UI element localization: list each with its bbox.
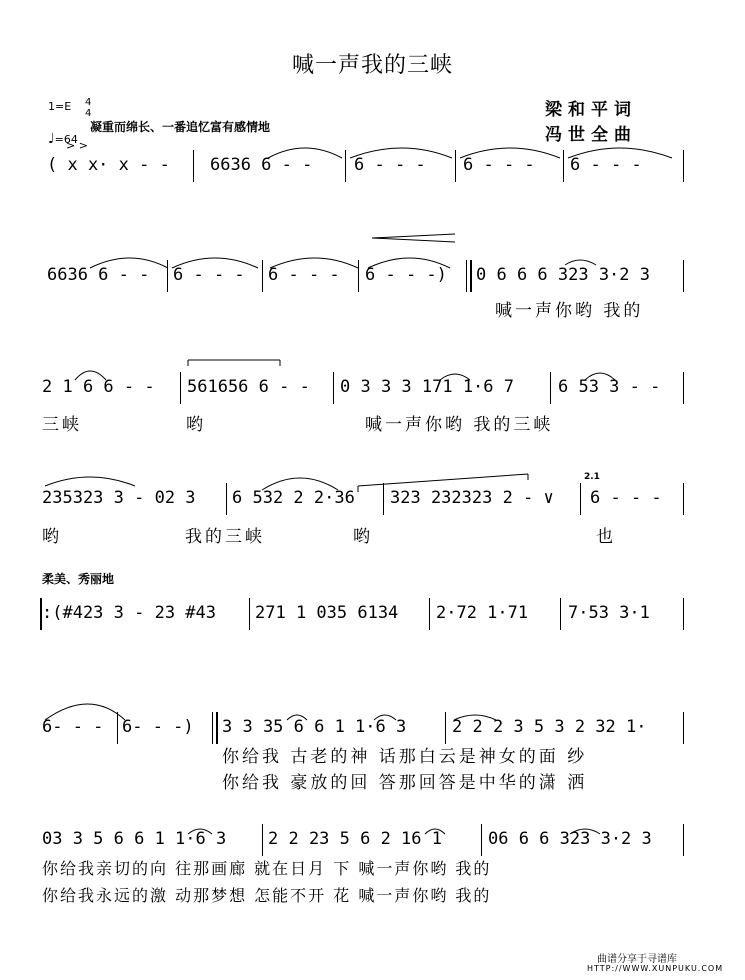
measure: 561656 6 - - <box>187 377 310 397</box>
measure: 235323 3 - 02 3 <box>42 488 196 508</box>
measure: 6636 6 - - <box>210 155 313 175</box>
slur <box>460 148 560 158</box>
slur <box>287 715 307 720</box>
lyrics-line: 哟 <box>186 415 206 435</box>
measure: 6 - - -) <box>365 265 447 285</box>
measure: 6 - - - <box>354 155 426 175</box>
slur <box>350 148 452 158</box>
measure: 0 6 6 6 323 3·2 3 <box>476 265 650 285</box>
slur <box>90 258 168 268</box>
measure: 6636 6 - - <box>47 265 150 285</box>
footer-site-name: 曲谱分享于寻谱库 <box>597 954 677 965</box>
measure: 6 - - - <box>590 488 662 508</box>
page-title: 喊一声我的三峡 <box>291 53 453 78</box>
measure: 323 232323 2 - ∨ <box>390 488 554 508</box>
measure: 2 2 2 3 5 3 2 32 1· <box>452 717 647 737</box>
lyrics-line: 我的三峡 <box>185 527 265 547</box>
decrescendo-mark <box>372 234 455 242</box>
footer-url: HTTP://WWW.XUNPUKU.COM <box>587 964 724 973</box>
lyrics-line: 也 <box>596 527 616 547</box>
slur <box>565 260 596 265</box>
measure: 03 3 5 6 6 1 1·6 3 <box>42 829 227 849</box>
measure: 6 - - - <box>173 265 245 285</box>
measure: 2·72 1·71 <box>436 603 529 623</box>
meter-bottom: 4 <box>85 108 92 119</box>
slur <box>188 829 212 834</box>
slur <box>585 373 615 380</box>
measure: 06 6 6 323 3·2 3 <box>488 829 652 849</box>
tempo-value: =64 <box>54 133 78 146</box>
slur <box>262 478 338 490</box>
measure: 6 - - - <box>570 155 642 175</box>
measure: 6 - - - <box>463 155 535 175</box>
lyrics-verse-1: 你给我亲切的向 往那画廊 就在日月 下 喊一声你哟 我的 <box>42 859 492 878</box>
slur <box>268 148 342 158</box>
measure: ( x x· x - - <box>47 155 170 175</box>
expression-marking-2: 柔美、秀丽地 <box>42 572 115 586</box>
measure: 271 1 035 6134 <box>255 603 399 623</box>
lyrics-line: 三峡 <box>42 415 82 435</box>
quarter-note-icon: ♩ <box>48 131 55 147</box>
slur <box>425 829 445 834</box>
lyrics-line: 哟 <box>42 527 62 547</box>
slur <box>45 477 135 486</box>
slur <box>172 258 258 268</box>
lyrics-verse-2: 你给我 豪放的回 答那回答是中华的潇 洒 <box>222 773 588 793</box>
fermata-number: 2.1 <box>584 472 600 482</box>
bracket <box>188 360 280 366</box>
measure: 6 - - - <box>268 265 340 285</box>
key-signature: 1=E <box>48 100 72 113</box>
lyrics-line: 哟 <box>353 527 373 547</box>
slur <box>75 371 106 380</box>
accent-marks: > > <box>66 139 88 152</box>
expression-marking-1: 凝重而绵长、一番追忆富有感情地 <box>90 120 271 134</box>
slur <box>45 704 125 720</box>
measure: 6- - -) <box>122 717 194 737</box>
lyrics-line: 喊一声你哟 我的 <box>495 301 644 321</box>
measure: 6 53 3 - - <box>558 377 661 397</box>
measure: 3 3 35 6 6 1 1·6 3 <box>222 717 407 737</box>
slur <box>454 715 496 720</box>
slur <box>368 258 450 268</box>
lyrics-line: 喊一声你哟 我的三峡 <box>365 415 554 435</box>
measure: 0 3 3 3 171 1·6 7 <box>340 377 514 397</box>
slur <box>440 374 470 380</box>
measure: 6- - - <box>42 717 104 737</box>
measure: 2 1 6 6 - - <box>42 377 155 397</box>
measure: 6 532 2 2·36 <box>232 488 355 508</box>
slur <box>270 258 358 268</box>
lyrics-verse-2: 你给我永远的激 动那梦想 怎能不开 花 喊一声你哟 我的 <box>42 886 492 905</box>
measure: 7·53 3·1 <box>568 603 650 623</box>
slur <box>374 715 396 720</box>
lyricist-credit: 梁和平词 <box>545 100 637 120</box>
meter-top: 4 <box>85 97 92 108</box>
bracket <box>358 474 528 492</box>
measure: 2 2 23 5 6 2 16 1 <box>268 829 442 849</box>
slur <box>570 829 600 834</box>
composer-credit: 冯世全曲 <box>545 125 637 145</box>
lyrics-verse-1: 你给我 古老的神 话那白云是神女的面 纱 <box>222 747 588 767</box>
measure: :(#423 3 - 23 #43 <box>42 603 216 623</box>
slur <box>568 148 672 158</box>
